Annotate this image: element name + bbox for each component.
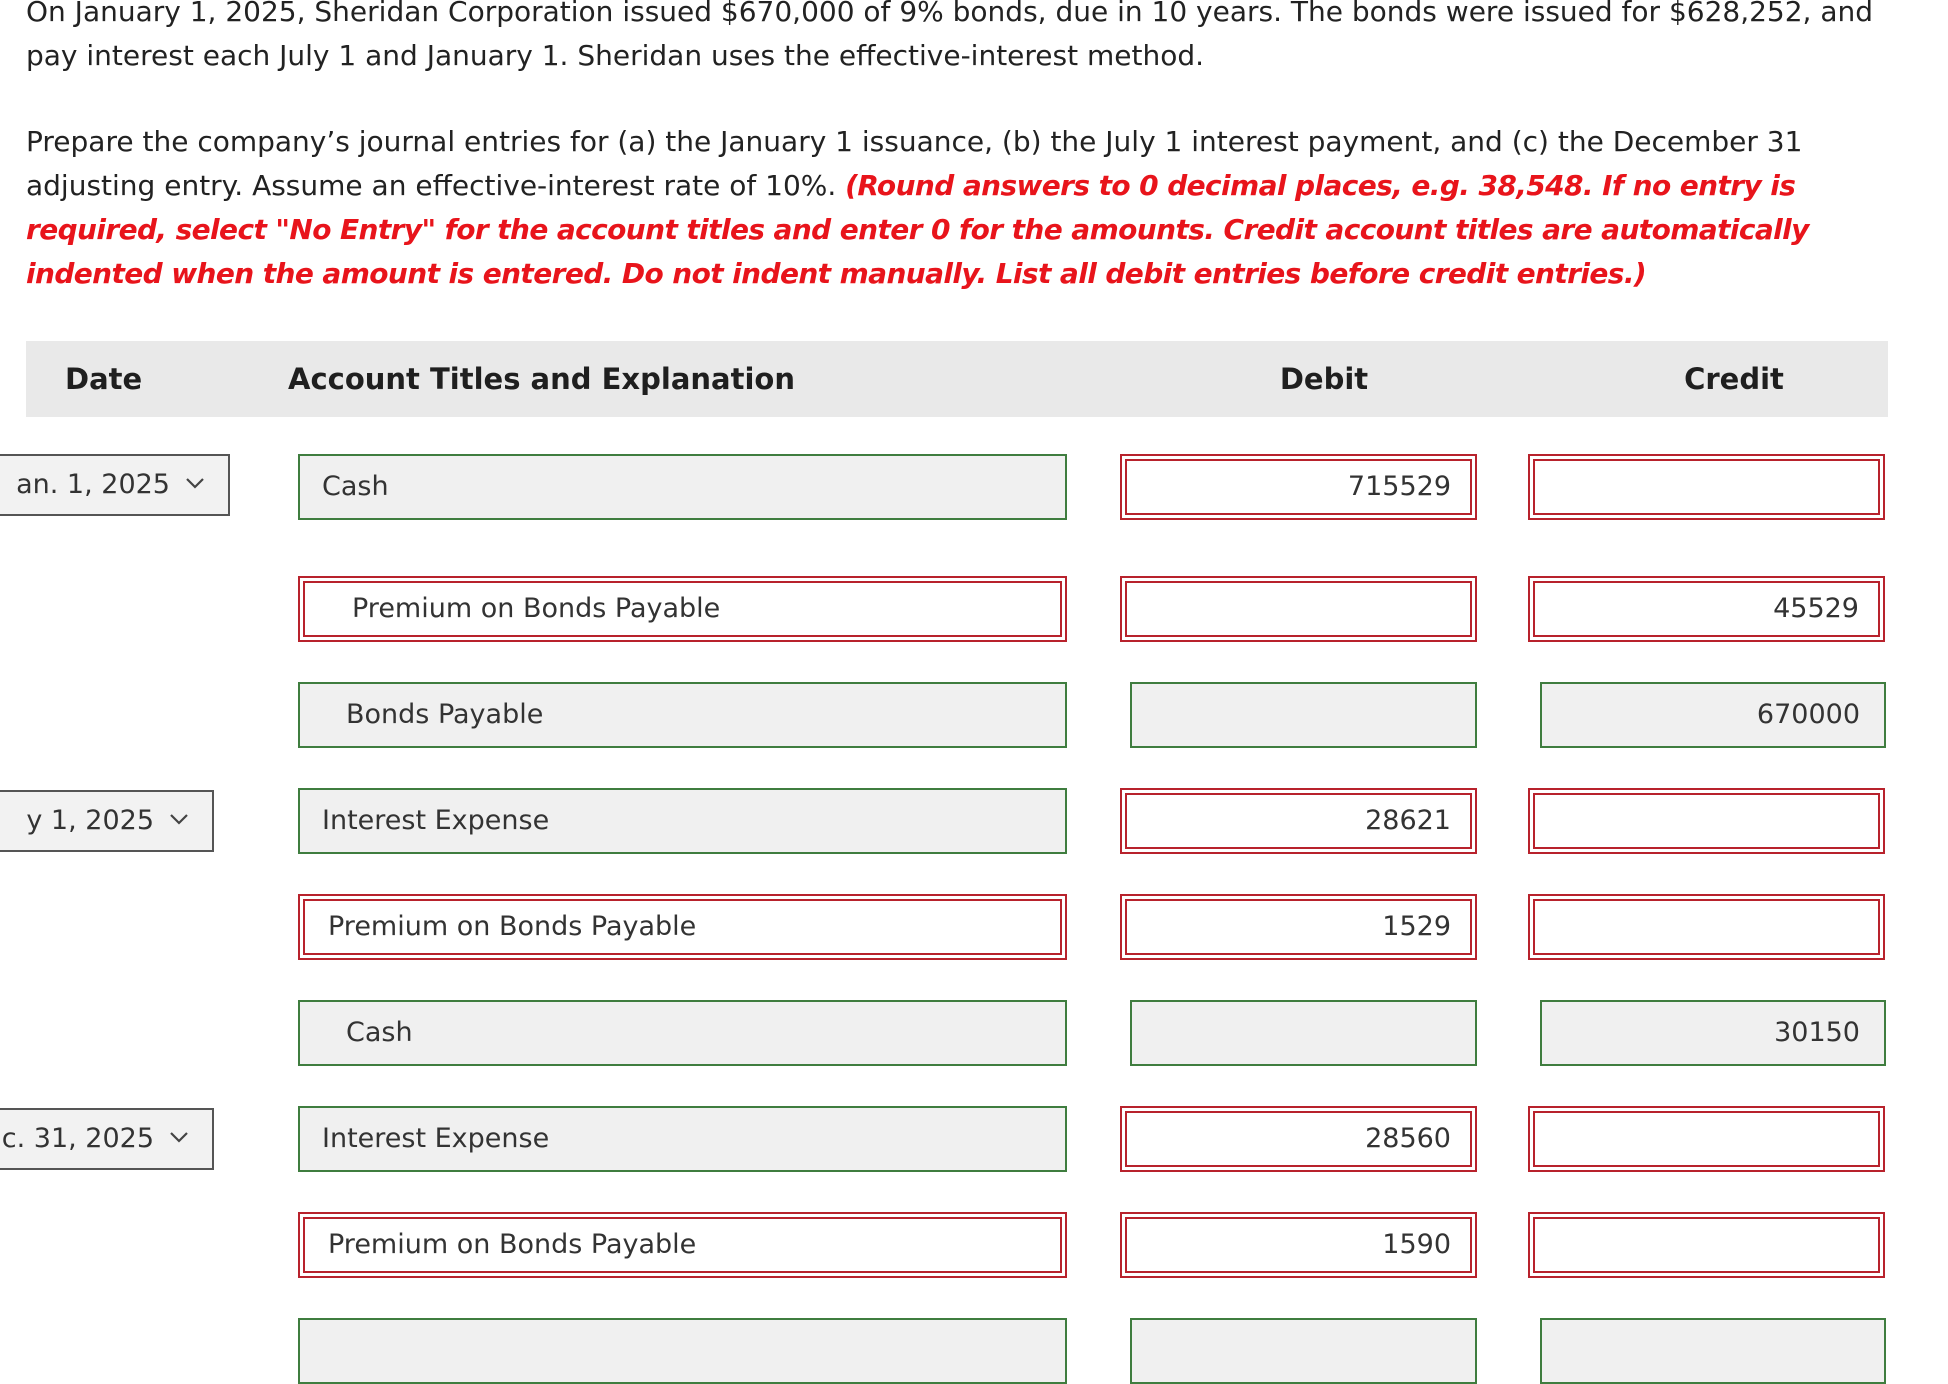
credit-field[interactable]	[1528, 1212, 1885, 1278]
account-field[interactable]: Interest Expense	[298, 1106, 1067, 1172]
date-select-dec-31[interactable]	[0, 1108, 214, 1170]
chevron-down-icon	[184, 472, 206, 494]
credit-field[interactable]	[1540, 1318, 1886, 1384]
header-account: Account Titles and Explanation	[288, 362, 795, 396]
problem-intro: On January 1, 2025, Sheridan Corporation issued $670,000 of 9% bonds, due in 10 years. The bonds were issued for $628,252, and pay interest each July 1 and January 1. Sheridan uses the effective-interest method.	[26, 0, 1874, 72]
debit-field[interactable]	[1130, 682, 1477, 748]
debit-field[interactable]: 28560	[1120, 1106, 1477, 1172]
chevron-down-icon	[168, 1126, 190, 1148]
credit-field[interactable]	[1528, 454, 1885, 520]
credit-field[interactable]	[1528, 894, 1885, 960]
credit-field[interactable]: 30150	[1540, 1000, 1886, 1066]
account-field[interactable]: Premium on Bonds Payable	[298, 1212, 1067, 1278]
chevron-down-icon	[168, 808, 190, 830]
date-value: y 1, 2025	[26, 805, 154, 836]
account-field[interactable]: Bonds Payable	[298, 682, 1067, 748]
account-field[interactable]: Cash	[298, 454, 1067, 520]
debit-field[interactable]	[1120, 576, 1477, 642]
debit-field[interactable]: 715529	[1120, 454, 1477, 520]
header-credit: Credit	[1684, 362, 1784, 396]
account-field[interactable]: Premium on Bonds Payable	[298, 894, 1067, 960]
date-value: an. 1, 2025	[16, 469, 170, 500]
debit-field[interactable]: 1590	[1120, 1212, 1477, 1278]
header-debit: Debit	[1279, 362, 1369, 396]
date-select-jan-1[interactable]	[0, 454, 230, 516]
credit-field[interactable]	[1528, 1106, 1885, 1172]
prompt-text: Prepare the company’s journal entries for (a) the January 1 issuance, (b) the July 1 interest payment, and (c) the December 31 adjusting entry. Assume an effective-interest rate of 10%.	[26, 125, 1803, 202]
account-field[interactable]: Cash	[298, 1000, 1067, 1066]
credit-field[interactable]: 45529	[1528, 576, 1885, 642]
problem-prompt	[26, 120, 1906, 296]
header-date: Date	[65, 362, 143, 396]
credit-field[interactable]	[1528, 788, 1885, 854]
account-field[interactable]: Interest Expense	[298, 788, 1067, 854]
debit-field[interactable]	[1130, 1318, 1477, 1384]
table-header	[26, 341, 1888, 417]
credit-field[interactable]: 670000	[1540, 682, 1886, 748]
account-field[interactable]	[298, 1318, 1067, 1384]
debit-field[interactable]: 1529	[1120, 894, 1477, 960]
date-value: c. 31, 2025	[1, 1123, 154, 1154]
account-field[interactable]: Premium on Bonds Payable	[298, 576, 1067, 642]
date-select-jul-1[interactable]	[0, 790, 214, 852]
instructions-text: (Round answers to 0 decimal places, e.g. 38,548. If no entry is required, select "No Entry" for the account titles and enter 0 for the amounts. Credit account titles are automatically indented when the amount is entered. Do not indent manually. List all debit entries before credit entries.)	[26, 169, 1809, 290]
debit-field[interactable]: 28621	[1120, 788, 1477, 854]
debit-field[interactable]	[1130, 1000, 1477, 1066]
